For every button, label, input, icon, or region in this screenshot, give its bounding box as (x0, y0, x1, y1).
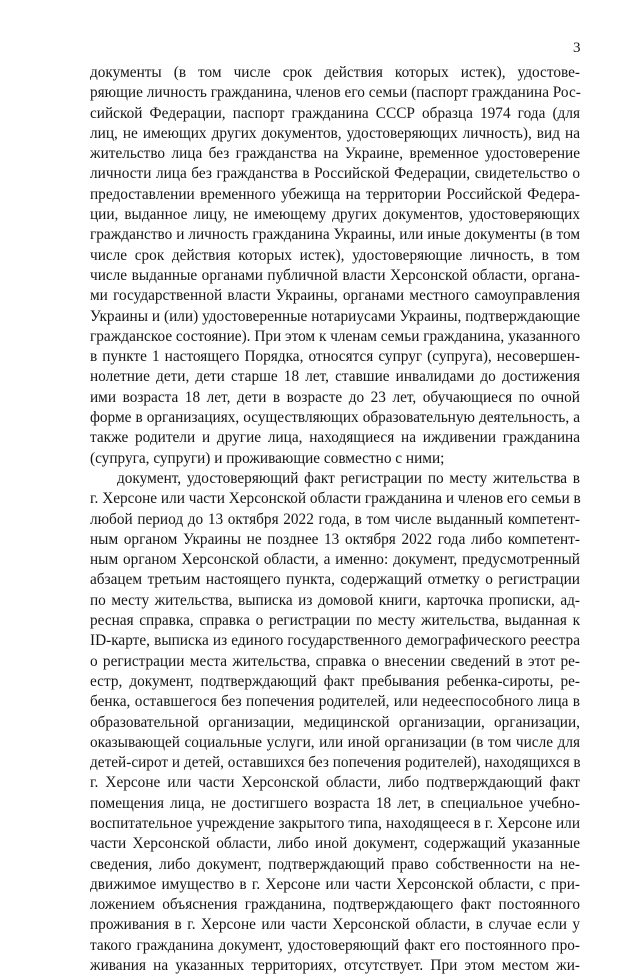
text-line: ным органом Украины не позднее 13 октября 2022 года либо компетент- (90, 530, 580, 548)
text-line: жительство лица без гражданства на Украине, временное удостоверение (90, 145, 580, 163)
text-line: ми государственной власти Украины, органами местного самоуправления (90, 287, 580, 305)
text-line: воспитательное учреждение закрытого типа, находящееся в г. Херсоне или (90, 814, 580, 832)
text-line: детей-сирот и детей, оставшихся без попечения родителей), находящихся в (90, 754, 581, 772)
text-line: помещения лица, не достигшего возраста 18 лет, в специальное учебно- (90, 794, 580, 812)
text-line: абзацем третьим настоящего пункта, содержащий отметку о регистрации (90, 571, 580, 589)
text-line: лиц, не имеющих других документов, удостоверяющих личность), вид на (90, 124, 580, 142)
text-line: гражданство и личность гражданина Украины, или иные документы (в том (90, 226, 580, 244)
text-line: по месту жительства, выписка из домовой книги, карточка прописки, ад- (90, 591, 580, 609)
text-line: личности лица без гражданства в Российской Федерации, свидетельство о (90, 165, 580, 183)
text-line: о регистрации места жительства, справка о внесении сведений в этот ре- (90, 652, 580, 670)
text-line: сийской Федерации, паспорт гражданина СССР образца 1974 года (для (90, 104, 580, 122)
text-line: документы (в том числе срок действия которых истек), удостове- (90, 64, 580, 81)
text-line: движимое имущество в г. Херсоне или части Херсонской области, с при- (90, 875, 580, 893)
text-line: г. Херсоне или части Херсонской области гражданина и членов его семьи в (90, 490, 581, 508)
text-line: документ, удостоверяющий факт регистрации по месту жительства в (117, 469, 580, 487)
text-line: предоставлении временного убежища на территории Российской Федера- (90, 185, 580, 203)
text-line: форме в организациях, осуществляющих образовательную деятельность, а (90, 409, 580, 427)
text-line: нолетние дети, дети старше 18 лет, ставшие инвалидами до достижения (90, 368, 580, 386)
text-line: части Херсонской области, либо иной документ, содержащий указанные (90, 835, 580, 853)
text-line: в пункте 1 настоящего Порядка, относятся супруг (супруга), несовершен- (90, 348, 580, 366)
text-line: г. Херсоне или части Херсонской области, либо подтверждающий факт (90, 774, 580, 792)
text-line: (супруга, супруги) и проживающие совместно с ними; (90, 449, 445, 467)
text-line: ID-карте, выписка из единого государственного демографического реестра (90, 632, 580, 650)
paragraph-registration-document (90, 469, 580, 976)
text-line: ресная справка, справка о регистрации по месту жительства, выданная к (90, 612, 580, 630)
text-line: числе срок действия которых истек), удостоверяющие личность, в том (90, 246, 580, 264)
text-line: ими возраста 18 лет, дети в возрасте до 23 лет, обучающиеся по очной (90, 388, 580, 406)
text-line: естр, документ, подтверждающий факт пребывания ребенка-сироты, ре- (90, 672, 580, 690)
text-line: любой период до 13 октября 2022 года, в том числе выданный компетент- (90, 510, 580, 528)
text-line: ряющие личность гражданина, членов его семьи (паспорт гражданина Рос- (90, 84, 581, 102)
text-line: числе выданные органами публичной власти Херсонской области, органа- (90, 266, 580, 284)
page-number: 3 (573, 40, 581, 56)
text-line: оказывающей социальные услуги, или иной организации (в том числе для (90, 733, 580, 751)
text-line: живания на указанных территориях, отсутствует. При этом местом жи- (90, 957, 580, 975)
text-line: проживания в г. Херсоне или части Херсонской области, в случае если у (90, 916, 580, 934)
document-body (90, 63, 580, 976)
text-line: ным органом Херсонской области, а именно: документ, предусмотренный (90, 551, 580, 569)
text-line: Украины и (или) удостоверенные нотариусами Украины, подтверждающие (90, 307, 580, 325)
text-line: образовательной организации, медицинской организации, организации, (90, 713, 580, 731)
text-line: бенка, оставшегося без попечения родителей, или недееспособного лица в (90, 693, 580, 711)
text-line: ложением объяснения гражданина, подтверждающего факт постоянного (90, 896, 580, 914)
paragraph-documents-identity (90, 63, 580, 469)
text-line: такого гражданина документ, удостоверяющий факт его постоянного про- (90, 936, 580, 954)
text-line: гражданское состояние). При этом к членам семьи гражданина, указанного (90, 327, 581, 345)
text-line: сведения, либо документ, подтверждающий право собственности на не- (90, 855, 580, 873)
text-line: также родители и другие лица, находящиеся на иждивении гражданина (90, 429, 580, 447)
text-line: ции, выданное лицу, не имеющему других документов, удостоверяющих (90, 206, 580, 224)
